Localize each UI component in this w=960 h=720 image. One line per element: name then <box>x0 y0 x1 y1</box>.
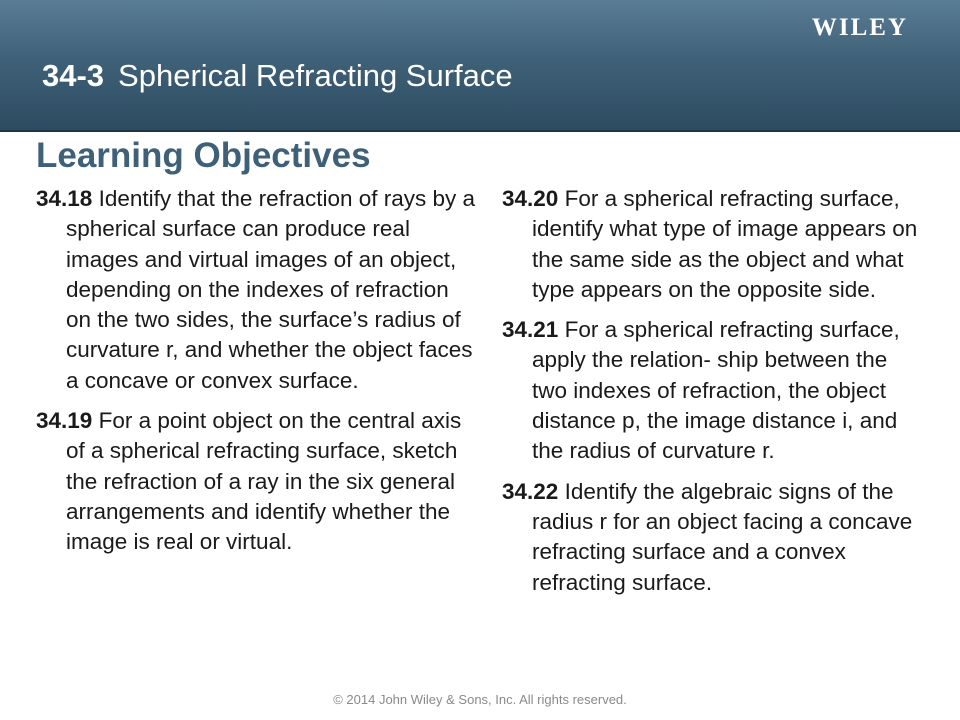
section-number: 34-3 <box>42 58 105 93</box>
objective-text: Identify that the refraction of rays by a spherical surface can produce real images and virtual images of an object, depending on the indexes of refraction on the two sides, the surface’s radius of curvature r, and whether the object faces a concave or convex surface. <box>66 186 476 393</box>
objective-item <box>502 315 922 466</box>
slide-title <box>42 58 513 94</box>
objective-item <box>36 406 476 557</box>
objective-text: For a spherical refracting surface, identify what type of image appears on the same side as the object and what type appears on the opposite side. <box>532 186 918 302</box>
objective-text: For a spherical refracting surface, apply the relation- ship between the two indexes of refraction, the object distance p, the image distance i, and the radius of curvature r. <box>532 317 900 464</box>
header-divider <box>0 130 960 132</box>
copyright-footer: © 2014 John Wiley & Sons, Inc. All rights reserved. <box>333 692 627 707</box>
objective-item <box>502 184 922 305</box>
objective-code: 34.20 <box>502 186 559 211</box>
objective-code: 34.19 <box>36 408 93 434</box>
objective-item <box>36 184 476 396</box>
objective-code: 34.21 <box>502 317 559 343</box>
objective-code: 34.22 <box>502 478 559 504</box>
objective-code: 34.18 <box>36 186 93 211</box>
objectives-left-column <box>36 184 476 568</box>
objective-text: For a point object on the central axis of a spherical refracting surface, sketch the refraction of a ray in the six general arrangements and identify whether the image is real or virtual. <box>66 408 462 555</box>
section-title: Spherical Refracting Surface <box>118 58 513 93</box>
objectives-right-column <box>502 184 922 608</box>
objective-text: Identify the algebraic signs of the radius r for an object facing a concave refracting surface and a convex refracting surface. <box>532 478 913 595</box>
publisher-logo: WILEY <box>811 14 908 41</box>
objective-item <box>502 477 922 598</box>
learning-objectives-heading: Learning Objectives <box>36 136 371 175</box>
